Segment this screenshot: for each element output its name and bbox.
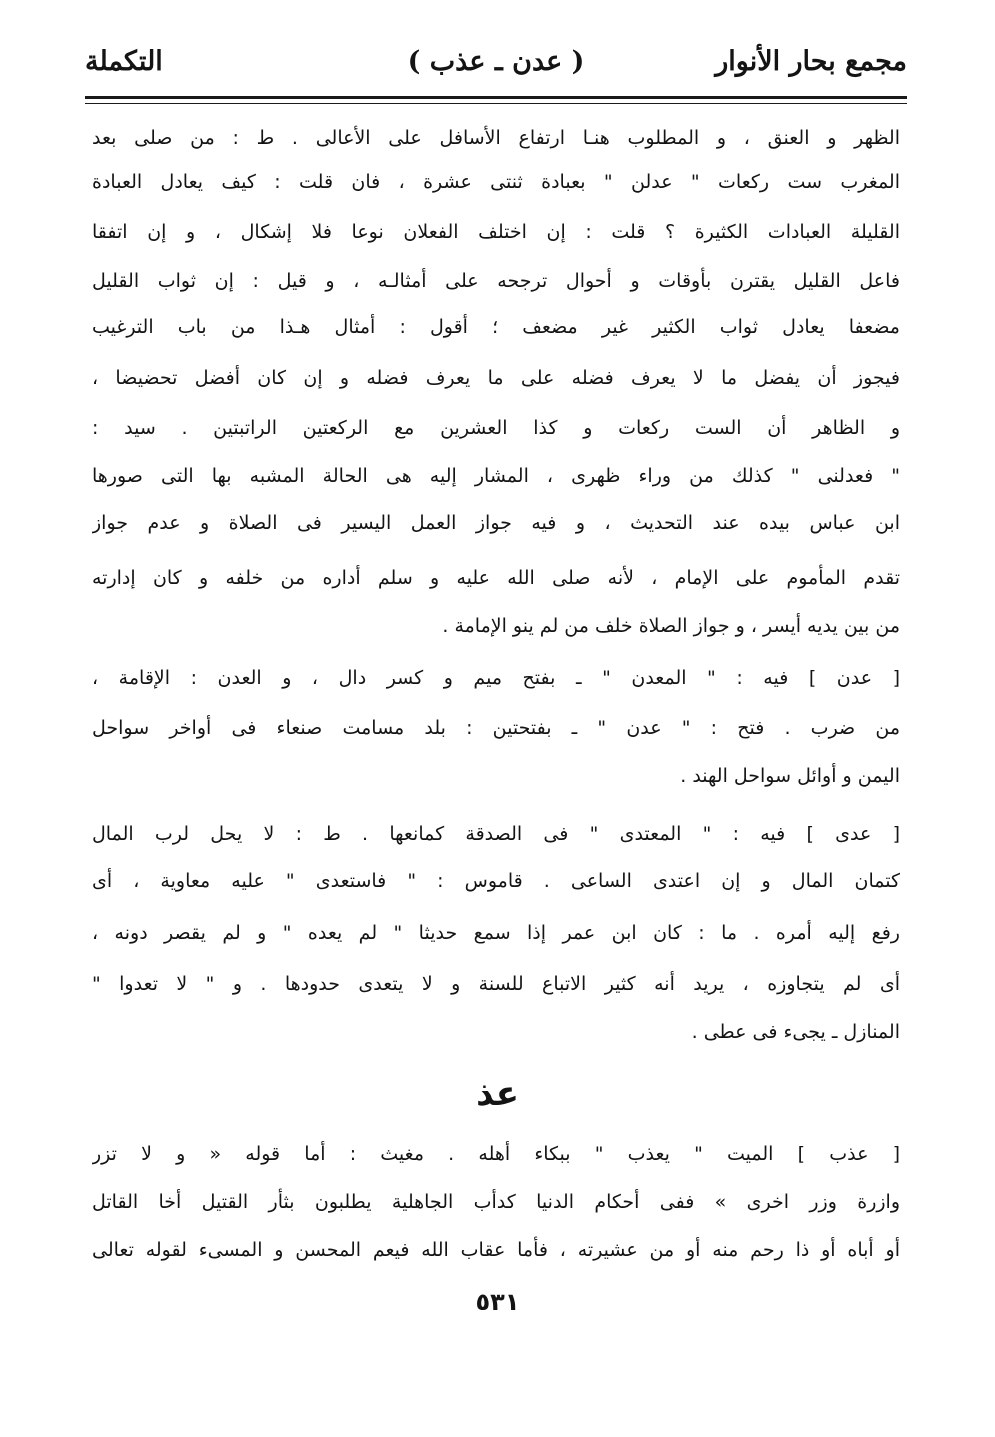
entry-adhab-line: [ عذب ] الميت " يعذب " ببكاء أهله . مغيث : أما قوله « و لا تزر <box>92 1143 900 1165</box>
text-line: فاعل القليل يقترن بأوقات و أحوال ترجحه على أمثالـه ، و قيل : إن ثواب القليل <box>92 270 900 292</box>
header-book-title: مجمع بحار الأنوار <box>715 46 907 77</box>
text-line: المغرب ست ركعات " عدلن " بعبادة ثنتى عشرة ، فان قلت : كيف يعادل العبادة <box>92 171 900 193</box>
text-line: من ضرب . فتح : " عدن " ـ بفتحتين : بلد مسامت صنعاء فى أواخر سواحل <box>92 717 900 739</box>
text-line: " فعدلنى " كذلك من وراء ظهرى ، المشار إليه هى الحالة المشبه بها التى صورها <box>92 465 900 487</box>
entry-ada-line: [ عدى ] فيه : " المعتدى " فى الصدقة كمانعها . ط : لا يحل لرب المال <box>92 823 900 845</box>
text-line: كتمان المال و إن اعتدى الساعى . قاموس : " فاستعدى " عليه معاوية ، أى <box>92 870 900 892</box>
text-line: المنازل ـ يجىء فى عطى . <box>691 1021 900 1043</box>
header-section-label: التكملة <box>85 46 163 77</box>
text-line: وازرة وزر اخرى » ففى أحكام الدنيا كدأب الجاهلية يطلبون بثأر القتيل أخا القاتل <box>92 1191 900 1213</box>
text-line: الظهر و العنق ، و المطلوب هنـا ارتفاع الأسافل على الأعالى . ط : من صلى بعد <box>92 127 900 149</box>
text-line: ابن عباس بيده عند التحديث ، و فيه جواز العمل اليسير فى الصلاة و عدم جواز <box>92 512 900 534</box>
section-title: عذ <box>476 1074 519 1114</box>
header-rule-thick <box>85 96 907 99</box>
running-header <box>85 40 907 92</box>
text-line: تقدم المأموم على الإمام ، لأنه صلى الله عليه و سلم أداره من خلفه و كان إدارته <box>92 567 900 589</box>
text-line: و الظاهر أن الست ركعات و كذا العشرين مع الركعتين الراتبتين . سيد : <box>92 417 900 439</box>
page-number: ٥٣١ <box>475 1288 520 1316</box>
header-entry-range: ( عدن ـ عذب ) <box>407 46 585 77</box>
text-line: أو أباه أو ذا رحم منه أو من عشيرته ، فأما عقاب الله فيعم المحسن و المسىء لقوله تعالى <box>92 1239 900 1261</box>
header-rule-thin <box>85 103 907 104</box>
text-line: اليمن و أوائل سواحل الهند . <box>680 765 900 787</box>
text-line: القليلة العبادات الكثيرة ؟ قلت : إن اختلف الفعلان نوعا فلا إشكال ، و إن اتفقا <box>92 221 900 243</box>
text-line: أى لم يتجاوزه ، يريد أنه كثير الاتباع للسنة و لا يتعدى حدودها . و " لا تعدوا " <box>92 973 900 995</box>
text-line: فيجوز أن يفضل ما لا يعرف فضله على ما يعرف فضله و إن كان أفضل تحضيضا ، <box>92 367 900 389</box>
text-line: من بين يديه أيسر ، و جواز الصلاة خلف من لم ينو الإمامة . <box>442 615 900 637</box>
text-line: مضعفا يعادل ثواب الكثير غير مضعف ؛ أقول : أمثال هـذا من باب الترغيب <box>92 316 900 338</box>
text-line: رفع إليه أمره . ما : كان ابن عمر إذا سمع حديثا " لم يعده " و لم يقصر دونه ، <box>92 922 900 944</box>
entry-adn-line: [ عدن ] فيه : " المعدن " ـ بفتح ميم و كسر دال ، و العدن : الإقامة ، <box>92 667 900 689</box>
